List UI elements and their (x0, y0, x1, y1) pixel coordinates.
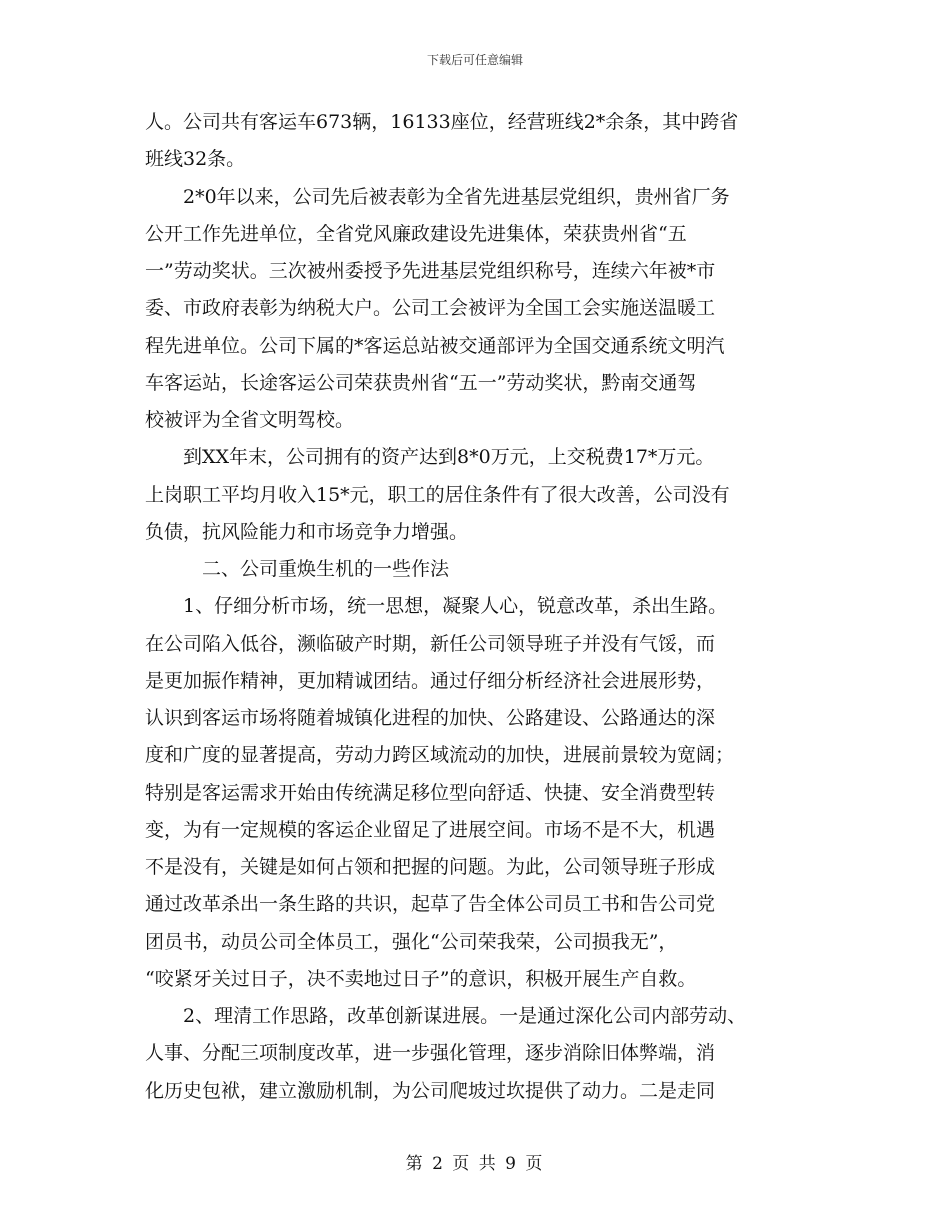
section-heading: 二、公司重焕生机的一些作法 (202, 558, 450, 580)
text-line: 班线32条。 (145, 148, 246, 171)
text-line: 人。公司共有客运车673辆，16133座位，经营班线2*余条，其中跨省 (145, 111, 739, 133)
paragraph-start-line: 到XX年末，公司拥有的资产达到8*0万元，上交税费17*万元。 (183, 446, 715, 469)
text-line: 变，为有一定规模的客运企业留足了进展空间。市场不是不大，机遇 (145, 818, 716, 841)
text-line: 度和广度的显著提高，劳动力跨区域流动的加快，进展前景较为宽阔； (145, 744, 735, 767)
page-header: 下载后可任意编辑 (426, 53, 523, 67)
text-line: 特别是客运需求开始由传统满足移位型向舒适、快捷、安全消费型转 (145, 781, 716, 804)
paragraph-start-line: 2*0年以来，公司先后被表彰为全省先进基层党组织，贵州省厂务 (183, 185, 730, 208)
text-line: 人事、分配三项制度改革，进一步强化管理，逐步消除旧体弊端，消 (145, 1042, 716, 1065)
text-line: 化历史包袱，建立激励机制，为公司爬坡过坎提供了动力。二是走同 (145, 1079, 716, 1102)
text-line: 公开工作先进单位，全省党风廉政建设先进集体，荣获贵州省“五 (145, 222, 687, 245)
text-line: 程先进单位。公司下属的*客运总站被交通部评为全国交通系统文明汽 (145, 334, 725, 357)
text-line: 通过改革杀出一条生路的共识，起草了告全体公司员工书和告公司党 (145, 893, 716, 916)
page-number: 第 2 页 共 9 页 (405, 1154, 545, 1174)
paragraph-start-line: 2、理清工作思路，改革创新谋进展。一是通过深化公司内部劳动、 (183, 1005, 747, 1027)
text-line: 认识到客运市场将随着城镇化进程的加快、公路建设、公路通达的深 (145, 707, 716, 729)
document-body (145, 104, 810, 1110)
text-line: “咬紧牙关过日子，决不卖地过日子”的意识，积极开展生产自救。 (145, 967, 697, 990)
text-line: 车客运站，长途客运公司荣获贵州省“五一”劳动奖状，黔南交通驾 (145, 371, 697, 394)
text-line: 委、市政府表彰为纳税大户。公司工会被评为全国工会实施送温暖工 (145, 297, 716, 320)
text-line: 在公司陷入低谷，濒临破产时期，新任公司领导班子并没有气馁，而 (145, 632, 716, 655)
text-line: 是更加振作精神，更加精诚团结。通过仔细分析经济社会进展形势， (145, 669, 716, 692)
text-line: 校被评为全省文明驾校。 (145, 409, 355, 431)
text-line: 上岗职工平均月收入15*元，职工的居住条件有了很大改善，公司没有 (145, 483, 730, 506)
text-line: 不是没有，关键是如何占领和把握的问题。为此，公司领导班子形成 (145, 856, 716, 878)
text-line: 团员书，动员公司全体员工，强化“公司荣我荣，公司损我无”， (145, 930, 678, 953)
text-line: 负债，抗风险能力和市场竞争力增强。 (145, 520, 469, 543)
text-line: 一”劳动奖状。三次被州委授予先进基层党组织称号，连续六年被*市 (145, 260, 716, 282)
paragraph-start-line: 1、仔细分析市场，统一思想，凝聚人心，锐意改革，杀出生路。 (183, 595, 728, 618)
